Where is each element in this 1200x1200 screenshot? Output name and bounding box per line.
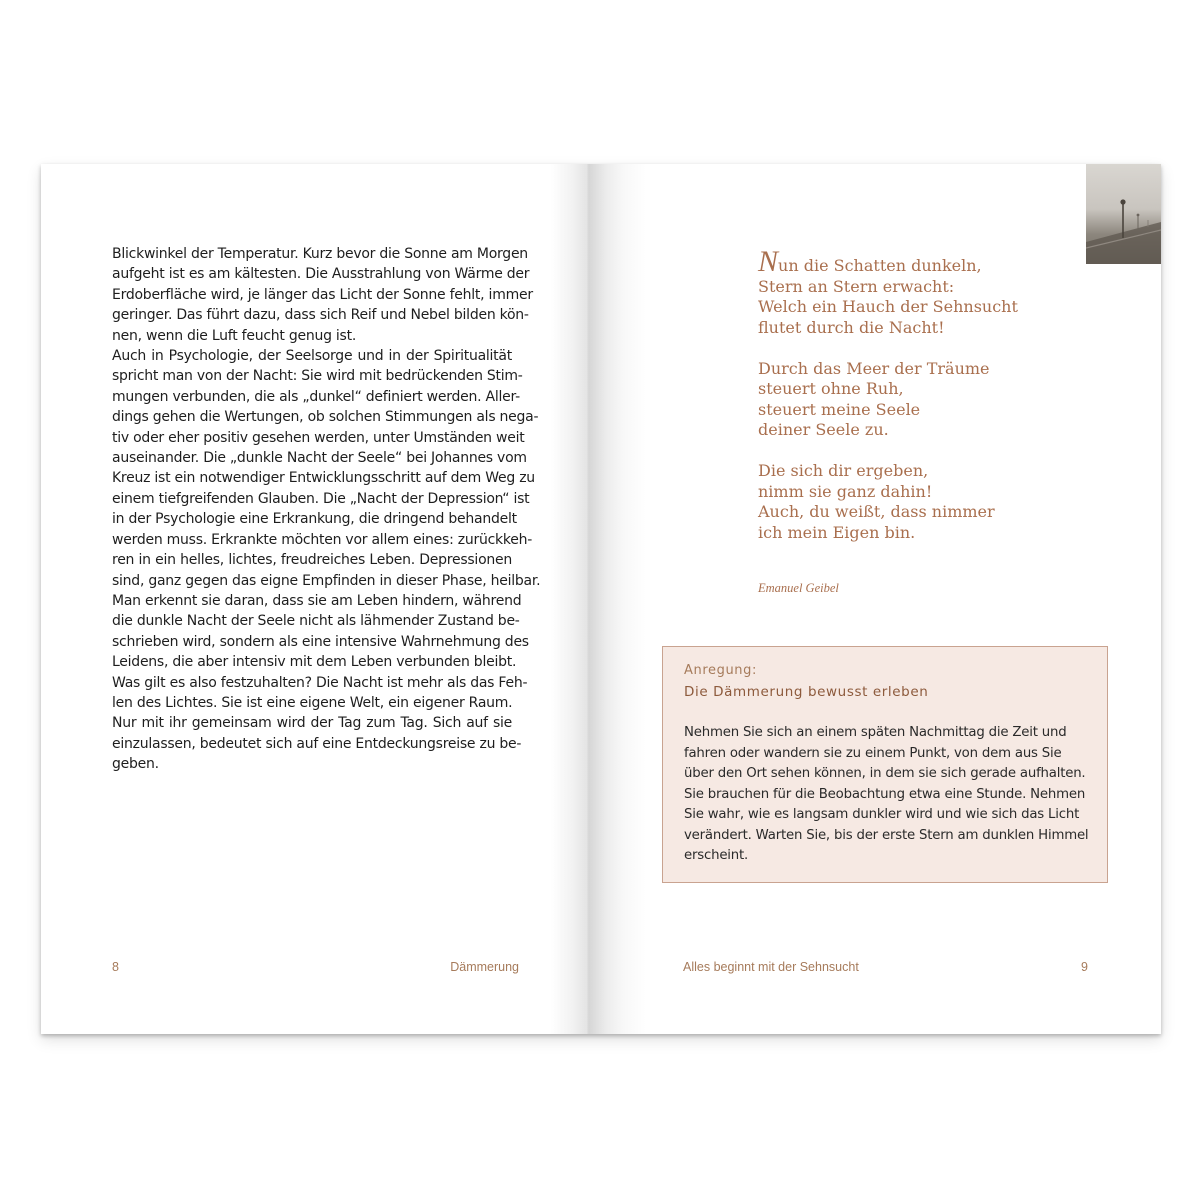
text-line: tiv oder eher positiv gesehen werden, unter Umständen weit [112, 429, 525, 446]
text-line: Die sich dir ergeben, [758, 461, 929, 480]
text-line: Stern an Stern erwacht: [758, 276, 955, 296]
poem-stanza-3 [758, 461, 1118, 543]
text-line: Erdoberfläche wird, je länger das Licht der Sonne fehlt, immer [112, 286, 533, 303]
suggestion-body [684, 723, 1089, 867]
text-line: geringer. Das führt dazu, dass sich Reif und Nebel bilden kön- [112, 307, 529, 324]
text-line: Sie brauchen für die Beobachtung etwa eine Stunde. Nehmen [684, 786, 1086, 802]
poem-stanza-1 [758, 245, 1118, 338]
text-line: flutet durch die Nacht! [758, 317, 945, 337]
text-line: Auch in Psychologie, der Seelsorge und in der Spiritualität [112, 348, 512, 365]
text-line: len des Lichtes. Sie ist eine eigene Welt, ein eigener Raum. [112, 694, 513, 711]
text-line: Sie wahr, wie es langsam dunkler wird und wie sich das Licht [684, 807, 1080, 822]
right-page [589, 164, 1161, 1034]
text-line: Durch das Meer der Träume [758, 358, 990, 378]
text-line: Nur mit ihr gemeinsam wird der Tag zum Tag. Sich auf sie [112, 715, 512, 732]
text-line: einzulassen, bedeutet sich auf eine Entdeckungsreise zu be- [112, 735, 522, 752]
text-line: fahren oder wandern sie zu einem Punkt, von dem aus Sie [684, 745, 1062, 761]
foggy-lake-photo [1086, 164, 1161, 264]
text-line: nen, wenn die Luft feucht genug ist. [112, 327, 357, 344]
page-number-right: 9 [1081, 960, 1088, 974]
text-line: nimm sie ganz dahin! [758, 481, 933, 501]
left-page [41, 164, 589, 1034]
text-line: die dunkle Nacht der Seele nicht als lähmender Zustand be- [112, 613, 520, 630]
text-line: auseinander. Die „dunkle Nacht der Seele“ bei Johannes vom [112, 450, 527, 467]
text-line: Was gilt es also festzuhalten? Die Nacht ist mehr als das Feh- [112, 674, 528, 691]
suggestion-box [662, 646, 1108, 883]
poem-line-text: un die Schatten dunkeln, [778, 256, 982, 275]
text-line: Welch ein Hauch der Sehnsucht [758, 297, 1018, 316]
text-line: in der Psychologie eine Erkrankung, die dringend behandelt [112, 511, 517, 528]
running-head-left: Dämmerung [450, 960, 519, 974]
text-line: Blickwinkel der Temperatur. Kurz bevor die Sonne am Morgen [112, 246, 528, 262]
text-line: steuert meine Seele [758, 399, 921, 419]
poem-stanza-2 [758, 359, 1118, 441]
text-line: sind, ganz gegen das eigne Empfinden in dieser Phase, heilbar. [112, 572, 541, 589]
text-line: Man erkennt sie daran, dass sie am Leben hindern, während [112, 592, 522, 609]
text-line: Nehmen Sie sich an einem späten Nachmittag die Zeit und [684, 725, 1067, 740]
left-body-text [112, 244, 541, 775]
text-line: ren in ein helles, lichtes, freudreiches Leben. Depressionen [112, 552, 512, 569]
suggestion-label: Anregung: [684, 663, 757, 678]
text-line: aufgeht ist es am kältesten. Die Ausstrahlung von Wärme der [112, 266, 530, 283]
suggestion-title: Die Dämmerung bewusst erleben [684, 684, 929, 700]
text-line: Auch, du weißt, dass nimmer [758, 502, 995, 521]
text-line: über den Ort sehen können, in dem sie sich gerade aufhalten. [684, 766, 1086, 781]
text-line: verändert. Warten Sie, bis der erste Stern am dunklen Himmel [684, 827, 1089, 843]
text-line: steuert ohne Ruh, [758, 379, 904, 398]
drop-cap: N [758, 245, 779, 278]
text-line: Leidens, die aber intensiv mit dem Leben verbunden bleibt. [112, 654, 517, 671]
text-line: mungen verbunden, die als „dunkel“ definiert werden. Aller- [112, 388, 520, 405]
text-line: erscheint. [684, 848, 749, 863]
text-line: deiner Seele zu. [758, 420, 889, 439]
running-head-right: Alles beginnt mit der Sehnsucht [683, 960, 859, 974]
page-number-left: 8 [112, 960, 119, 974]
text-line: ich mein Eigen bin. [758, 522, 916, 542]
text-line: Kreuz ist ein notwendiger Entwicklungsschritt auf dem Weg zu [112, 470, 535, 487]
poem [758, 245, 1118, 564]
text-line: spricht man von der Nacht: Sie wird mit bedrückenden Stim- [112, 368, 523, 385]
lamppost-picture [1086, 164, 1161, 264]
text-line: schrieben wird, sondern als eine intensive Wahrnehmung des [112, 633, 529, 650]
book-spread [41, 164, 1161, 1034]
text-line: werden muss. Erkrankte möchten vor allem eines: zurückkeh- [112, 531, 533, 548]
poem-line [758, 245, 1118, 278]
text-line: dings gehen die Wertungen, ob solchen Stimmungen als nega- [112, 409, 539, 426]
text-line: einem tiefgreifenden Glauben. Die „Nacht der Depression“ ist [112, 490, 530, 507]
text-line: geben. [112, 756, 159, 773]
poem-author: Emanuel Geibel [758, 581, 839, 595]
